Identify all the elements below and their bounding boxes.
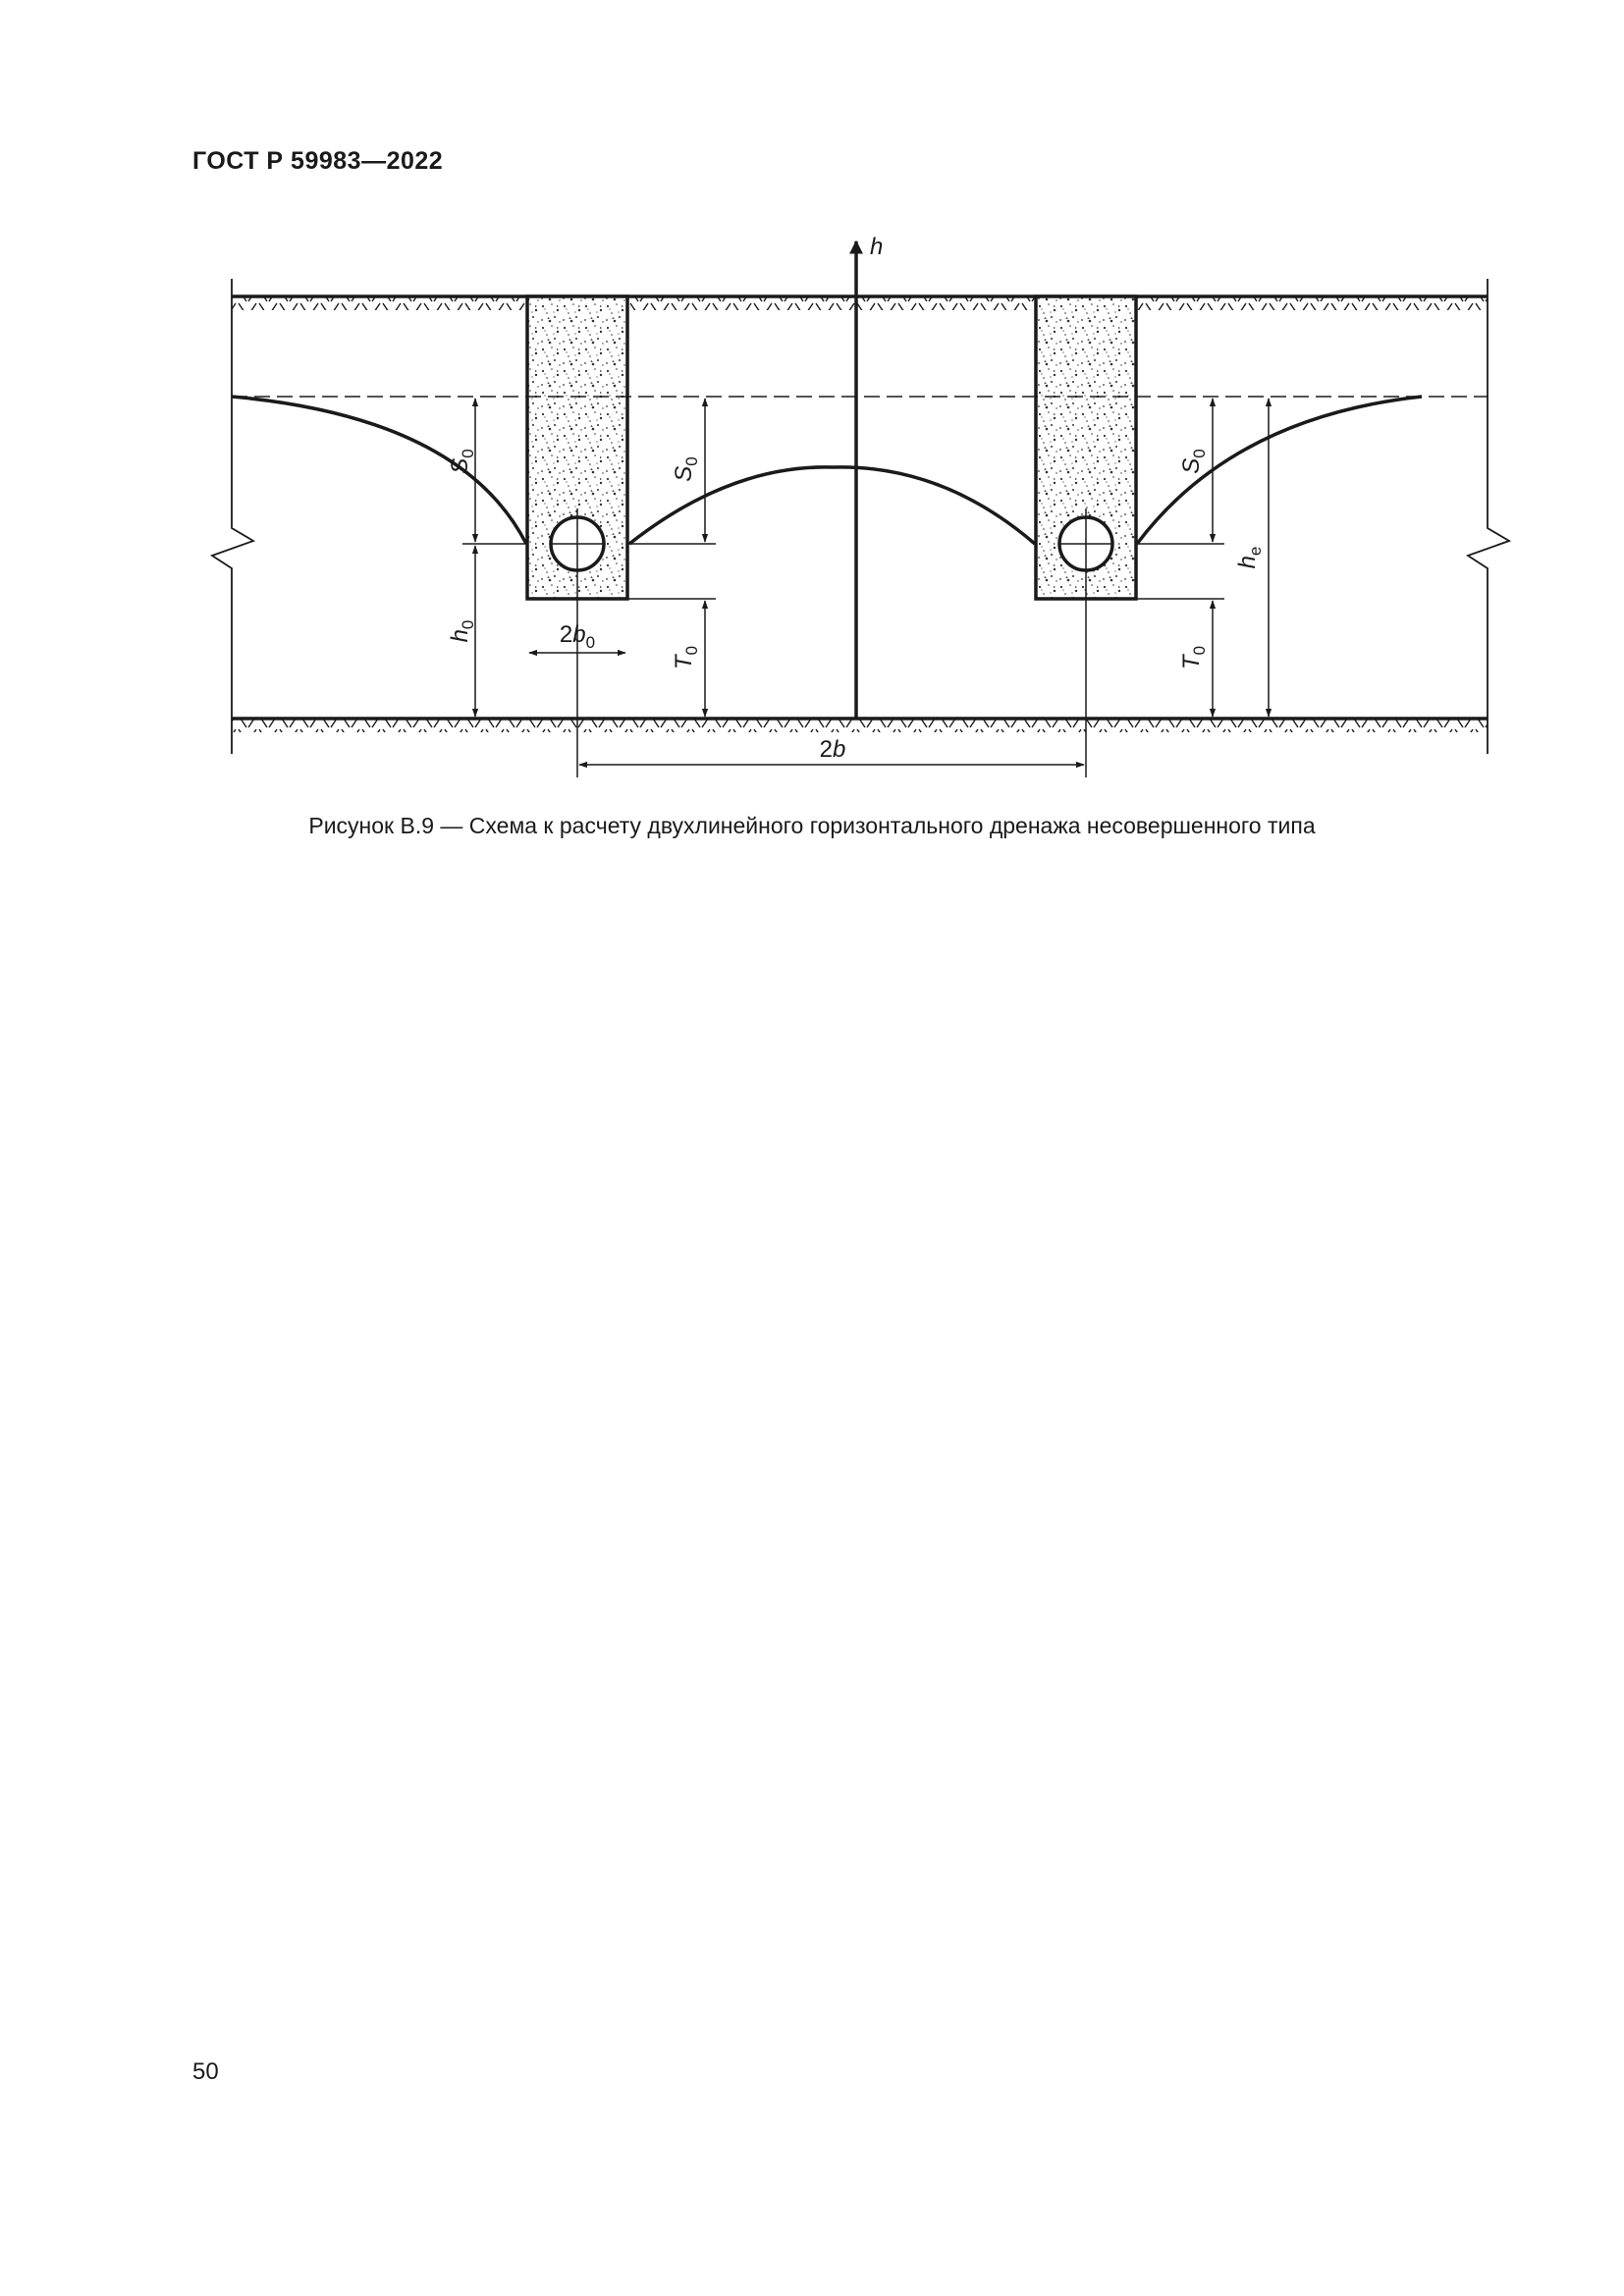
standard-header: ГОСТ Р 59983—2022 [192, 147, 444, 175]
b-label: 2b [819, 736, 846, 763]
left-boundary-break [212, 279, 253, 754]
t0-right-label: $T_0$ [1178, 645, 1209, 670]
s0-center-label: $S_0$ [671, 456, 701, 482]
he-label: $h_e$ [1234, 546, 1265, 569]
t0-center-label: $T_0$ [671, 645, 701, 670]
s0-right-label: $S_0$ [1178, 449, 1209, 474]
page-number: 50 [192, 2058, 219, 2085]
drainage-scheme-diagram [0, 0, 1624, 785]
left-depression-curve [232, 397, 526, 544]
right-boundary-break [1468, 279, 1509, 754]
bottom-ground-hatch [232, 720, 1488, 732]
s0-left-label: $S_0$ [447, 449, 477, 474]
b0-label: $2b_0$ [559, 621, 596, 652]
figure-caption: Рисунок В.9 — Схема к расчету двухлинейного горизонтального дренажа несовершенного типа [308, 813, 1316, 838]
h-axis-label: h [870, 234, 884, 260]
top-ground-hatch [232, 297, 1488, 310]
h0-label: $h_0$ [447, 619, 477, 643]
